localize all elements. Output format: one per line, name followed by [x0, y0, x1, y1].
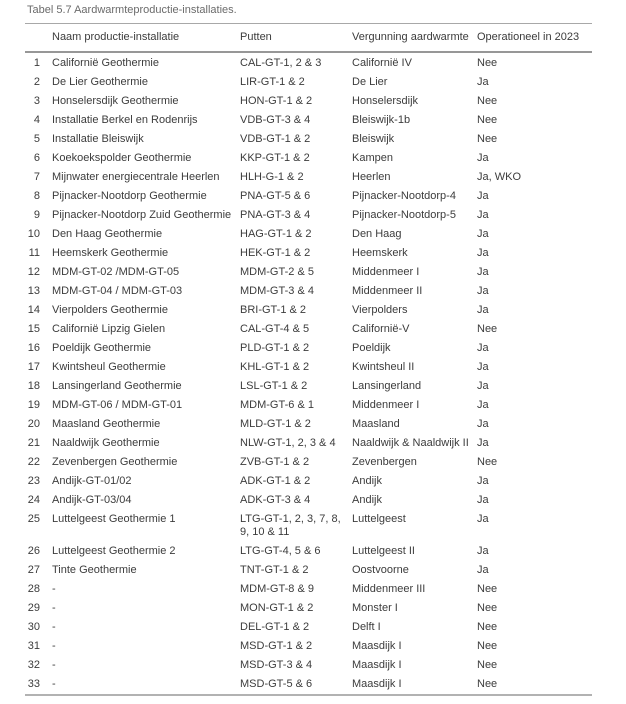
- table-row: [25, 637, 592, 656]
- cell-row-number: 4: [33, 114, 40, 126]
- cell-putten: DEL-GT-1 & 2: [240, 621, 310, 633]
- cell-operationeel: Ja: [477, 494, 489, 506]
- cell-naam: Pijnacker-Nootdorp Geothermie: [52, 190, 207, 202]
- cell-putten: NLW-GT-1, 2, 3 & 4: [240, 437, 336, 449]
- cell-naam: MDM-GT-06 / MDM-GT-01: [52, 399, 183, 411]
- table-row: [25, 225, 592, 244]
- cell-vergunning: Bleiswijk-1b: [352, 114, 411, 126]
- cell-operationeel: Nee: [477, 133, 498, 145]
- cell-vergunning: Luttelgeest: [352, 513, 406, 525]
- cell-row-number: 29: [27, 602, 40, 614]
- cell-putten: ADK-GT-1 & 2: [240, 475, 311, 487]
- cell-vergunning: Monster I: [352, 602, 398, 614]
- cell-putten: MLD-GT-1 & 2: [240, 418, 311, 430]
- table-row: [25, 130, 592, 149]
- cell-operationeel: Ja: [477, 152, 489, 164]
- cell-vergunning: Middenmeer II: [352, 285, 423, 297]
- cell-naam: -: [52, 640, 56, 652]
- cell-putten: ADK-GT-3 & 4: [240, 494, 311, 506]
- cell-row-number: 18: [27, 380, 40, 392]
- cell-vergunning: Heemskerk: [352, 247, 408, 259]
- cell-operationeel: Ja, WKO: [477, 171, 522, 183]
- cell-operationeel: Ja: [477, 475, 489, 487]
- table-row: [25, 599, 592, 618]
- cell-row-number: 15: [27, 323, 40, 335]
- table-row: [25, 111, 592, 130]
- cell-row-number: 26: [27, 545, 40, 557]
- cell-naam: Pijnacker-Nootdorp Zuid Geothermie: [52, 209, 232, 221]
- cell-putten: CAL-GT-4 & 5: [240, 323, 310, 335]
- cell-operationeel: Ja: [477, 564, 489, 576]
- cell-putten: HLH-G-1 & 2: [240, 171, 304, 183]
- cell-operationeel: Nee: [477, 57, 498, 69]
- cell-putten: VDB-GT-1 & 2: [240, 133, 311, 145]
- table-row: [25, 168, 592, 187]
- cell-naam: MDM-GT-04 / MDM-GT-03: [52, 285, 183, 297]
- cell-naam: Installatie Berkel en Rodenrijs: [52, 114, 198, 126]
- cell-naam: Kwintsheul Geothermie: [52, 361, 166, 373]
- table-row: [25, 52, 592, 73]
- cell-vergunning: Maasdijk I: [352, 640, 402, 652]
- table-row: [25, 656, 592, 675]
- cell-row-number: 2: [33, 76, 40, 88]
- cell-naam: Vierpolders Geothermie: [52, 304, 168, 316]
- cell-vergunning: Maasland: [352, 418, 400, 430]
- cell-vergunning: Lansingerland: [352, 380, 422, 392]
- cell-operationeel: Ja: [477, 361, 489, 373]
- cell-row-number: 6: [33, 152, 40, 164]
- cell-vergunning: Naaldwijk & Naaldwijk II: [352, 437, 469, 449]
- cell-operationeel: Ja: [477, 399, 489, 411]
- cell-putten: KKP-GT-1 & 2: [240, 152, 310, 164]
- table-row: [25, 244, 592, 263]
- cell-naam: Installatie Bleiswijk: [52, 133, 144, 145]
- cell-row-number: 28: [27, 583, 40, 595]
- header-putten: Putten: [240, 24, 352, 53]
- table-row: [25, 149, 592, 168]
- cell-operationeel: Ja: [477, 190, 489, 202]
- cell-putten: BRI-GT-1 & 2: [240, 304, 307, 316]
- cell-operationeel: Nee: [477, 602, 498, 614]
- table-row: [25, 618, 592, 637]
- table-row: [25, 491, 592, 510]
- cell-vergunning: Heerlen: [352, 171, 391, 183]
- cell-row-number: 5: [33, 133, 40, 145]
- cell-vergunning: Middenmeer I: [352, 266, 420, 278]
- cell-vergunning: Pijnacker-Nootdorp-4: [352, 190, 456, 202]
- table-row: [25, 396, 592, 415]
- cell-naam: Andijk-GT-01/02: [52, 475, 132, 487]
- cell-putten: TNT-GT-1 & 2: [240, 564, 309, 576]
- cell-row-number: 3: [33, 95, 40, 107]
- cell-row-number: 32: [27, 659, 40, 671]
- cell-vergunning: Maasdijk I: [352, 678, 402, 690]
- cell-naam: -: [52, 678, 56, 690]
- table-row: [25, 282, 592, 301]
- cell-row-number: 20: [27, 418, 40, 430]
- table-row: [25, 301, 592, 320]
- cell-naam: Heemskerk Geothermie: [52, 247, 169, 259]
- table-row: [25, 92, 592, 111]
- cell-naam: Naaldwijk Geothermie: [52, 437, 160, 449]
- cell-row-number: 16: [27, 342, 40, 354]
- cell-naam: Mijnwater energiecentrale Heerlen: [52, 171, 220, 183]
- cell-row-number: 1: [33, 57, 40, 69]
- table-body: [25, 52, 592, 695]
- cell-vergunning: Den Haag: [352, 228, 402, 240]
- cell-operationeel: Ja: [477, 76, 489, 88]
- cell-row-number: 19: [27, 399, 40, 411]
- cell-vergunning: Delft I: [352, 621, 381, 633]
- cell-putten: CAL-GT-1, 2 & 3: [240, 57, 322, 69]
- cell-naam: Tinte Geothermie: [52, 564, 137, 576]
- cell-naam: Poeldijk Geothermie: [52, 342, 152, 354]
- cell-row-number: 17: [27, 361, 40, 373]
- cell-vergunning: Andijk: [352, 475, 382, 487]
- cell-naam: -: [52, 621, 56, 633]
- cell-operationeel: Ja: [477, 304, 489, 316]
- cell-putten: LSL-GT-1 & 2: [240, 380, 308, 392]
- cell-row-number: 7: [33, 171, 40, 183]
- cell-vergunning: Californië IV: [352, 57, 412, 69]
- cell-row-number: 27: [27, 564, 40, 576]
- table-row: [25, 580, 592, 599]
- cell-naam: -: [52, 602, 56, 614]
- cell-vergunning: Honselersdijk: [352, 95, 419, 107]
- table-row: [25, 320, 592, 339]
- cell-vergunning: De Lier: [352, 76, 388, 88]
- cell-vergunning: Vierpolders: [352, 304, 408, 316]
- cell-row-number: 24: [27, 494, 40, 506]
- cell-putten: HEK-GT-1 & 2: [240, 247, 311, 259]
- cell-vergunning: Kampen: [352, 152, 393, 164]
- cell-putten: MSD-GT-5 & 6: [240, 678, 313, 690]
- cell-putten: KHL-GT-1 & 2: [240, 361, 310, 373]
- cell-naam: Zevenbergen Geothermie: [52, 456, 178, 468]
- cell-operationeel: Nee: [477, 678, 498, 690]
- cell-vergunning: Poeldijk: [352, 342, 391, 354]
- cell-putten: HAG-GT-1 & 2: [240, 228, 312, 240]
- cell-putten: MSD-GT-1 & 2: [240, 640, 313, 652]
- table-row: [25, 206, 592, 225]
- cell-putten: MDM-GT-8 & 9: [240, 583, 314, 595]
- cell-operationeel: Ja: [477, 418, 489, 430]
- cell-naam: Den Haag Geothermie: [52, 228, 163, 240]
- cell-putten: MDM-GT-2 & 5: [240, 266, 314, 278]
- cell-naam: Koekoekspolder Geothermie: [52, 152, 192, 164]
- cell-row-number: 21: [27, 437, 40, 449]
- cell-operationeel: Nee: [477, 621, 498, 633]
- cell-row-number: 23: [27, 475, 40, 487]
- table-row: [25, 263, 592, 282]
- cell-vergunning: Pijnacker-Nootdorp-5: [352, 209, 456, 221]
- installations-table: [25, 23, 592, 696]
- cell-row-number: 33: [27, 678, 40, 690]
- table-row: [25, 510, 592, 542]
- cell-putten: LTG-GT-1, 2, 3, 7, 8, 9, 10 & 11: [240, 513, 341, 538]
- table-row: [25, 453, 592, 472]
- table-row: [25, 542, 592, 561]
- cell-naam: Maasland Geothermie: [52, 418, 161, 430]
- header-row-number: [25, 24, 52, 53]
- table-row: [25, 339, 592, 358]
- cell-row-number: 14: [27, 304, 40, 316]
- cell-vergunning: Californië-V: [352, 323, 410, 335]
- cell-operationeel: Ja: [477, 342, 489, 354]
- cell-vergunning: Kwintsheul II: [352, 361, 415, 373]
- cell-naam: De Lier Geothermie: [52, 76, 148, 88]
- cell-vergunning: Zevenbergen: [352, 456, 417, 468]
- table-row: [25, 358, 592, 377]
- cell-putten: PNA-GT-5 & 6: [240, 190, 311, 202]
- table-row: [25, 73, 592, 92]
- header-operationeel-in-2023: Operationeel in 2023: [477, 24, 592, 53]
- cell-vergunning: Luttelgeest II: [352, 545, 415, 557]
- cell-operationeel: Ja: [477, 380, 489, 392]
- cell-putten: PNA-GT-3 & 4: [240, 209, 311, 221]
- cell-row-number: 11: [28, 247, 40, 259]
- cell-putten: MON-GT-1 & 2: [240, 602, 314, 614]
- cell-vergunning: Bleiswijk: [352, 133, 395, 145]
- cell-operationeel: Nee: [477, 640, 498, 652]
- cell-operationeel: Ja: [477, 513, 489, 525]
- cell-vergunning: Andijk: [352, 494, 382, 506]
- cell-naam: Andijk-GT-03/04: [52, 494, 132, 506]
- cell-row-number: 25: [27, 513, 40, 525]
- table-row: [25, 434, 592, 453]
- table-row: [25, 377, 592, 396]
- cell-operationeel: Nee: [477, 323, 498, 335]
- cell-row-number: 10: [27, 228, 40, 240]
- cell-row-number: 30: [27, 621, 40, 633]
- cell-row-number: 22: [27, 456, 40, 468]
- cell-row-number: 31: [27, 640, 40, 652]
- table-row: [25, 187, 592, 206]
- cell-naam: -: [52, 659, 56, 671]
- header-naam-productie-installatie: Naam productie-installatie: [52, 24, 240, 53]
- cell-putten: PLD-GT-1 & 2: [240, 342, 310, 354]
- cell-operationeel: Nee: [477, 95, 498, 107]
- cell-naam: Californië Lipzig Gielen: [52, 323, 166, 335]
- cell-row-number: 13: [27, 285, 40, 297]
- cell-row-number: 9: [33, 209, 40, 221]
- cell-row-number: 12: [27, 266, 40, 278]
- table-caption: Tabel 5.7 Aardwarmteproductie-installaties.: [27, 4, 237, 16]
- cell-naam: Californië Geothermie: [52, 57, 159, 69]
- cell-putten: MDM-GT-3 & 4: [240, 285, 314, 297]
- cell-putten: LIR-GT-1 & 2: [240, 76, 305, 88]
- cell-naam: MDM-GT-02 /MDM-GT-05: [52, 266, 180, 278]
- cell-vergunning: Middenmeer I: [352, 399, 420, 411]
- cell-naam: Luttelgeest Geothermie 1: [52, 513, 176, 525]
- cell-vergunning: Maasdijk I: [352, 659, 402, 671]
- cell-operationeel: Ja: [477, 209, 489, 221]
- cell-putten: LTG-GT-4, 5 & 6: [240, 545, 321, 557]
- cell-naam: Honselersdijk Geothermie: [52, 95, 179, 107]
- cell-vergunning: Middenmeer III: [352, 583, 426, 595]
- cell-putten: ZVB-GT-1 & 2: [240, 456, 310, 468]
- cell-operationeel: Ja: [477, 285, 489, 297]
- cell-putten: HON-GT-1 & 2: [240, 95, 313, 107]
- table-row: [25, 472, 592, 491]
- table-row: [25, 675, 592, 695]
- table-row: [25, 561, 592, 580]
- cell-operationeel: Nee: [477, 456, 498, 468]
- cell-operationeel: Nee: [477, 114, 498, 126]
- cell-operationeel: Ja: [477, 247, 489, 259]
- cell-operationeel: Nee: [477, 583, 498, 595]
- table-row: [25, 415, 592, 434]
- cell-naam: Lansingerland Geothermie: [52, 380, 182, 392]
- cell-operationeel: Nee: [477, 659, 498, 671]
- cell-operationeel: Ja: [477, 228, 489, 240]
- cell-operationeel: Ja: [477, 437, 489, 449]
- cell-putten: VDB-GT-3 & 4: [240, 114, 311, 126]
- cell-row-number: 8: [33, 190, 40, 202]
- cell-vergunning: Oostvoorne: [352, 564, 409, 576]
- cell-naam: -: [52, 583, 56, 595]
- cell-naam: Luttelgeest Geothermie 2: [52, 545, 176, 557]
- cell-putten: MSD-GT-3 & 4: [240, 659, 313, 671]
- cell-operationeel: Ja: [477, 266, 489, 278]
- cell-operationeel: Ja: [477, 545, 489, 557]
- header-row: [25, 24, 592, 53]
- header-vergunning-aardwarmte: Vergunning aardwarmte: [352, 24, 477, 53]
- cell-putten: MDM-GT-6 & 1: [240, 399, 314, 411]
